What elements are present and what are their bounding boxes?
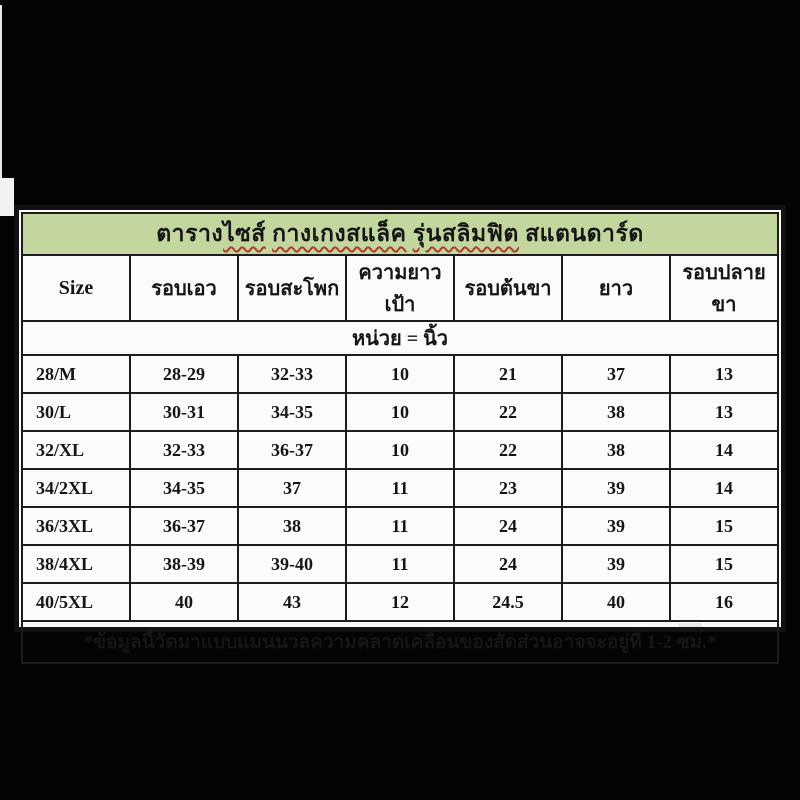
- measurement-cell: 14: [670, 431, 778, 469]
- measurement-cell: 10: [346, 431, 454, 469]
- measurement-cell: 32-33: [130, 431, 238, 469]
- column-header: รอบต้นขา: [454, 255, 562, 321]
- measurement-cell: 39: [562, 469, 670, 507]
- table-row: [22, 431, 778, 469]
- measurement-cell: 38: [562, 431, 670, 469]
- measurement-cell: 15: [670, 507, 778, 545]
- measurement-cell: 39: [562, 507, 670, 545]
- title-word: ตาราง: [156, 221, 224, 246]
- measurement-cell: 36-37: [238, 431, 346, 469]
- measurement-cell: 11: [346, 545, 454, 583]
- measurement-cell: 24: [454, 507, 562, 545]
- measurement-cell: 39: [562, 545, 670, 583]
- measurement-cell: 16: [670, 583, 778, 621]
- unit-note-row: [22, 321, 778, 355]
- table-title: [22, 213, 778, 255]
- measurement-cell: 36-37: [130, 507, 238, 545]
- measurement-cell: 40: [562, 583, 670, 621]
- measurement-cell: 34-35: [130, 469, 238, 507]
- measurement-cell: 14: [670, 469, 778, 507]
- column-header: ยาว: [562, 255, 670, 321]
- table-header-row: [22, 255, 778, 321]
- measurement-cell: 23: [454, 469, 562, 507]
- size-cell: 32/XL: [22, 431, 130, 469]
- table-row: [22, 393, 778, 431]
- measurement-cell: 39-40: [238, 545, 346, 583]
- measurement-cell: 22: [454, 393, 562, 431]
- photo-dash-artifact: [679, 623, 702, 627]
- size-chart-table: [21, 212, 779, 664]
- title-word-misspelled: ไซส์: [223, 221, 266, 246]
- column-header: รอบปลายขา: [670, 255, 778, 321]
- table-row: [22, 355, 778, 393]
- table-title-row: [22, 213, 778, 255]
- measurement-cell: 10: [346, 355, 454, 393]
- column-header: รอบเอว: [130, 255, 238, 321]
- footnote-row: [22, 621, 778, 663]
- footnote: *ข้อมูลนี้วัดมาแบบแมนนวลความคลาดเคลื่อนของสัดส่วนอาจจะอยู่ที่ 1-2 ซม.*: [22, 621, 778, 663]
- measurement-cell: 28-29: [130, 355, 238, 393]
- table-row: [22, 583, 778, 621]
- measurement-cell: 40: [130, 583, 238, 621]
- measurement-cell: 38-39: [130, 545, 238, 583]
- measurement-cell: 21: [454, 355, 562, 393]
- column-header: ความยาวเป้า: [346, 255, 454, 321]
- measurement-cell: 11: [346, 507, 454, 545]
- measurement-cell: 38: [562, 393, 670, 431]
- title-word-misspelled: รุ่นสลิมฟิต: [412, 221, 519, 246]
- measurement-cell: 37: [238, 469, 346, 507]
- size-cell: 38/4XL: [22, 545, 130, 583]
- measurement-cell: 12: [346, 583, 454, 621]
- size-cell: 36/3XL: [22, 507, 130, 545]
- measurement-cell: 32-33: [238, 355, 346, 393]
- column-header: Size: [22, 255, 130, 321]
- measurement-cell: 13: [670, 393, 778, 431]
- measurement-cell: 24.5: [454, 583, 562, 621]
- measurement-cell: 43: [238, 583, 346, 621]
- measurement-cell: 38: [238, 507, 346, 545]
- measurement-cell: 13: [670, 355, 778, 393]
- measurement-cell: 10: [346, 393, 454, 431]
- measurement-cell: 37: [562, 355, 670, 393]
- measurement-cell: 34-35: [238, 393, 346, 431]
- measurement-cell: 11: [346, 469, 454, 507]
- measurement-cell: 24: [454, 545, 562, 583]
- table-row: [22, 469, 778, 507]
- photo-edge-artifact-line: [0, 5, 2, 178]
- table-row: [22, 545, 778, 583]
- measurement-cell: 30-31: [130, 393, 238, 431]
- unit-note: หน่วย = นิ้ว: [22, 321, 778, 355]
- title-word-misspelled: กางเกงสแล็ค: [272, 221, 407, 246]
- size-cell: 40/5XL: [22, 583, 130, 621]
- column-header: รอบสะโพก: [238, 255, 346, 321]
- title-word: สแตนดาร์ด: [518, 221, 644, 246]
- size-cell: 30/L: [22, 393, 130, 431]
- measurement-cell: 22: [454, 431, 562, 469]
- measurement-cell: 15: [670, 545, 778, 583]
- size-cell: 28/M: [22, 355, 130, 393]
- table-row: [22, 507, 778, 545]
- size-cell: 34/2XL: [22, 469, 130, 507]
- size-chart-panel: [14, 205, 786, 653]
- photo-edge-artifact-patch: [0, 178, 14, 216]
